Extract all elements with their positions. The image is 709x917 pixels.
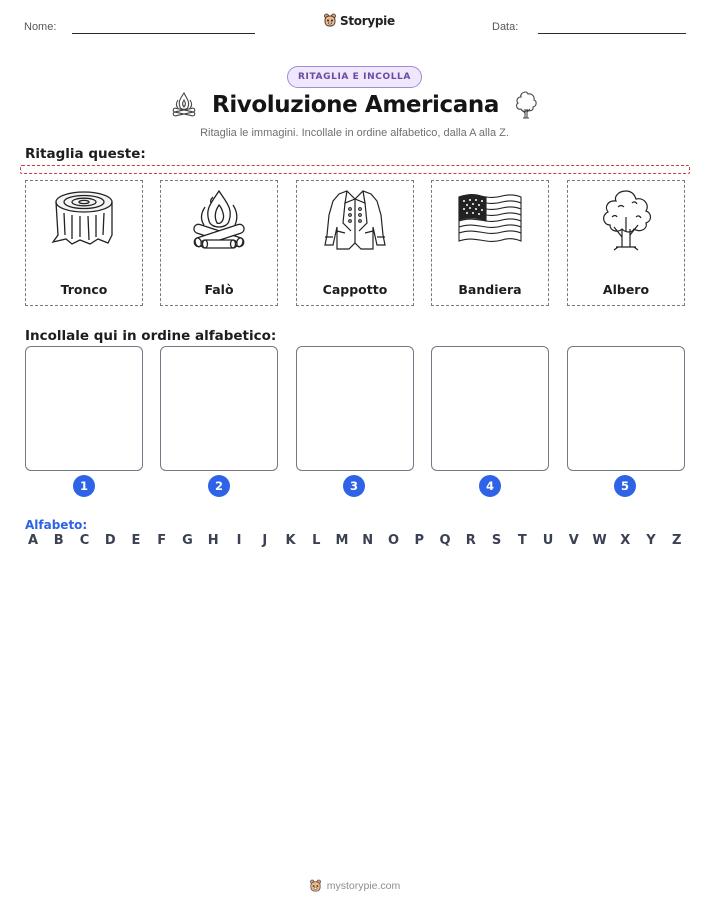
- activity-badge: RITAGLIA E INCOLLA: [287, 66, 422, 88]
- alphabet-letter: N: [362, 533, 374, 548]
- cut-card-tronco[interactable]: [25, 180, 143, 306]
- alphabet-letter: W: [592, 533, 607, 548]
- card-label: Albero: [602, 282, 650, 297]
- alphabet-letter: G: [182, 533, 193, 548]
- title-row: [0, 90, 709, 120]
- alphabet-letter: Z: [672, 533, 682, 548]
- alphabet-letter: B: [53, 533, 64, 548]
- paste-heading: Incollale qui in ordine alfabetico:: [25, 328, 277, 344]
- slot-number-1: 1: [73, 475, 95, 497]
- cut-card-falo[interactable]: [160, 180, 278, 306]
- alphabet-letter: Y: [646, 533, 656, 548]
- alphabet-row: [25, 533, 685, 548]
- alphabet-letter: L: [312, 533, 321, 548]
- date-line[interactable]: [538, 33, 686, 34]
- brand-name: Storypie: [340, 13, 395, 28]
- alphabet-letter: T: [517, 533, 527, 548]
- alphabet-letter: F: [157, 533, 167, 548]
- card-label: Tronco: [60, 282, 108, 297]
- cut-card-albero[interactable]: [567, 180, 685, 306]
- date-label: Data:: [492, 21, 519, 33]
- paste-slot-4[interactable]: [431, 346, 549, 471]
- footer-url: mystorypie.com: [326, 880, 401, 892]
- alphabet-letter: D: [104, 533, 116, 548]
- alphabet-letter: R: [465, 533, 476, 548]
- tree-stump-icon: [50, 187, 118, 249]
- slot-number-3: 3: [343, 475, 365, 497]
- campfire-icon: [170, 90, 198, 120]
- alphabet-letter: E: [131, 533, 141, 548]
- alphabet-letter: S: [491, 533, 502, 548]
- name-label: Nome:: [24, 21, 57, 33]
- slot-number-2: 2: [208, 475, 230, 497]
- brand-logo: [323, 13, 395, 28]
- paste-slot-5[interactable]: [567, 346, 685, 471]
- card-label: Falò: [204, 282, 234, 297]
- paste-slot-2[interactable]: [160, 346, 278, 471]
- alphabet-letter: H: [207, 533, 219, 548]
- cut-card-cappotto[interactable]: [296, 180, 414, 306]
- storypie-mascot-icon: [323, 13, 337, 28]
- page-title: Rivoluzione Americana: [212, 92, 499, 118]
- alphabet-letter: I: [236, 533, 242, 548]
- alphabet-letter: Q: [439, 533, 451, 548]
- tree-icon: [592, 187, 660, 253]
- tree-icon: [513, 90, 539, 120]
- colonial-coat-icon: [321, 187, 389, 253]
- alphabet-letter: C: [79, 533, 90, 548]
- alphabet-letter: P: [414, 533, 425, 548]
- alphabet-letter: V: [568, 533, 579, 548]
- card-label: Cappotto: [322, 282, 388, 297]
- alphabet-letter: A: [27, 533, 39, 548]
- instructions: Ritaglia le immagini. Incollale in ordine alfabetico, dalla A alla Z.: [200, 127, 509, 139]
- cut-heading: Ritaglia queste:: [25, 146, 146, 162]
- alphabet-letter: O: [387, 533, 400, 548]
- alphabet-letter: U: [542, 533, 554, 548]
- card-label: Bandiera: [458, 282, 522, 297]
- paste-slot-3[interactable]: [296, 346, 414, 471]
- paste-slot-1[interactable]: [25, 346, 143, 471]
- cut-line: [20, 165, 690, 174]
- alphabet-heading: Alfabeto:: [25, 518, 88, 532]
- alphabet-letter: J: [262, 533, 268, 548]
- name-line[interactable]: [72, 33, 255, 34]
- alphabet-letter: X: [620, 533, 631, 548]
- alphabet-letter: M: [335, 533, 349, 548]
- alphabet-letter: K: [285, 533, 296, 548]
- campfire-icon: [185, 187, 253, 251]
- slot-number-5: 5: [614, 475, 636, 497]
- cut-card-bandiera[interactable]: [431, 180, 549, 306]
- footer: [0, 879, 709, 893]
- slot-number-4: 4: [479, 475, 501, 497]
- storypie-mascot-icon: [309, 879, 322, 893]
- us-flag-icon: [456, 187, 524, 249]
